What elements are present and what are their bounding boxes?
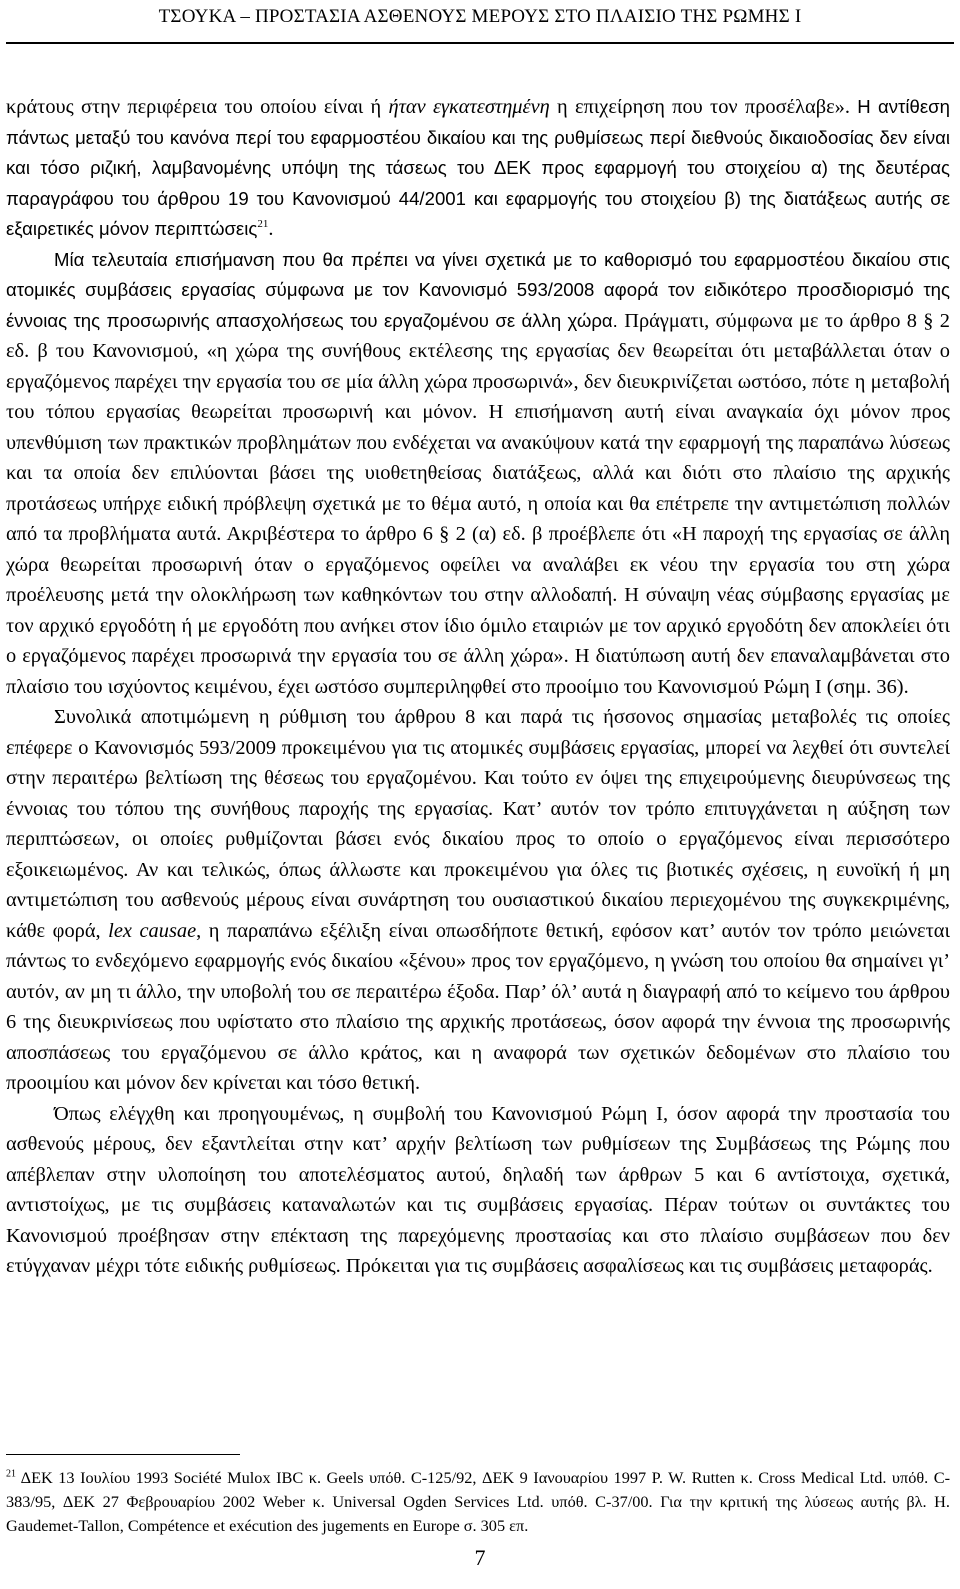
running-title: ΤΣΟΥΚΑ – ΠΡΟΣΤΑΣΙΑ ΑΣΘΕΝΟΥΣ ΜΕΡΟΥΣ ΣΤΟ ΠΛΑΙΣΙΟ ΤΗΣ ΡΩΜΗΣ Ι (158, 6, 802, 27)
paragraph-2-text-b: Πράγματι, σύμφωνα με το άρθρο 8 § 2 εδ. β του Κανονισμού, «η χώρα της συνήθους εκτέλεσης της εργασίας δεν θεωρείται ότι μεταβάλλεται όταν ο εργαζόμενος παρέχει την εργασία του σε μία άλλη χώρα προσωρινά», δεν διευκρινίζεται ωστόσο, πότε η μεταβολή του τόπου εργασίας θεωρείται προσωρινή και μόνον. Η επισήμανση αυτή είναι αναγκαία όχι μόνον προς υπενθύμιση των πρακτικών προβλημάτων που ενδέχεται να ανακύψουν κατά την εφαρμογή της παραπάνω λύσεως και τα οποία δεν επιλύονται βάσει της υιοθετηθείσας διατάξεως, αλλά και διότι στο πλαίσιο της αρχικής προτάσεως υπήρχε ειδική πρόβλεψη σχετικά με το θέμα αυτό, η οποία και θα επέτρεπε την αντιμετώπιση πολλών από τα προβλήματα αυτά. Ακριβέστερα το άρθρο 6 § 2 (α) εδ. β προέβλεπε ότι «Η παροχή της εργασίας σε άλλη χώρα θεωρείται προσωρινή όταν ο εργαζόμενος οφείλει να αναλάβει εκ νέου την εργασία του στη χώρα προέλευσης μετά την ολοκλήρωση των καθηκόντων του στην αλλοδαπή. Η σύναψη νέας σύμβασης εργασίας με τον αρχικό εργοδότη ή με εργοδότη που ανήκει στον ίδιο όμιλο εταιριών με τον αρχικό εργοδότη δεν αποκλείει ότι ο εργαζόμενος παρέχει προσωρινά την εργασία του σε άλλη χώρα». Η διατύπωση αυτή δεν επαναλαμβάνεται στο πλαίσιο του ισχύοντος κειμένου, έχει ωστόσο συμπεριληφθεί στο προοίμιο του Κανονισμού Ρώμη Ι (σημ. 36). (6, 309, 950, 698)
paragraph-1 (6, 92, 950, 245)
paragraph-2-text-a: Μία τελευταία επισήμανση που θα πρέπει να γίνει σχετικά με το καθορισμό του εφαρμοστέου δικαίου στις ατομικές συμβάσεις εργασίας σύμφωνα με τον Κανονισμό 593/2008 αφορά τον ειδικότερο προσδιορισμό της έννοιας της προσωρινής απασχολήσεως του εργαζομένου σε άλλη χώρα. (6, 248, 950, 331)
paragraph-1-italic: ήταν εγκατεστημένη (388, 96, 550, 118)
paragraph-4: Όπως ελέγχθη και προηγουμένως, η συμβολή του Κανονισμού Ρώμη Ι, όσον αφορά την προστασία του ασθενούς μέρους, δεν εξαντλείται στην κατ’ αρχήν βελτίωση των ρυθμίσεων της Συμβάσεως της Ρώμης που απέβλεπαν στην υλοποίηση του αποτελέσματος αυτού, δηλαδή των άρθρων 5 και 6 αντίστοιχα, σχετικά, αντιστοίχως, με τις συμβάσεις καταναλωτών και τις συμβάσεις εργασίας. Πέραν τούτων οι συντάκτες του Κανονισμού προέβησαν στην επέκταση της παρεχόμενης προστασίας και στο πλαίσιο συμβάσεων που δεν ετύγχαναν μέχρι τότε ειδικής ρυθμίσεως. Πρόκειται για τις συμβάσεις ασφαλίσεως και τις συμβάσεις μεταφοράς. (6, 1102, 950, 1277)
paragraph-3-text-a: Συνολικά αποτιμώμενη η ρύθμιση του άρθρου 8 και παρά τις ήσσονος σημασίας μεταβολές τις οποίες επέφερε ο Κανονισμός 593/2009 προκειμένου για τις ατομικές συμβάσεις εργασίας, μπορεί να λεχθεί ότι συντελεί στην περαιτέρω βελτίωση της θέσεως του εργαζομένου. Και τούτο εν όψει της επιχειρούμενης διευρύνσεως της έννοιας του τόπου της συνήθους παροχής της εργασίας. Κατ’ αυτόν τον τρόπο επιτυγχάνεται η αύξηση των περιπτώσεων, οι οποίες ρυθμίζονται βάσει ενός δικαίου προς το οποίο ο εργαζόμενος είναι περισσότερο εξοικειωμένος. Αν και τελικώς, όπως άλλωστε και προκειμένου για όλες τις βιοτικές σχέσεις, η ευνοϊκή ή μη αντιμετώπιση του ασθενούς μέρους είναι συνάρτηση του ουσιαστικού δικαίου περιεχομένου της συγκεκριμένης, κάθε φορά, (6, 706, 950, 942)
page-number: 7 (474, 1545, 486, 1570)
footnote (6, 1466, 950, 1538)
paragraph-3-italic: lex causae (108, 919, 197, 942)
footnote-reference[interactable]: 21 (257, 218, 269, 231)
paragraph-1-text-d: Η αντίθεση πάντως μεταξύ του κανόνα περί του εφαρμοστέου δικαίου και της ρυθμίσεως περί διεθνούς δικαιοδοσίας δεν είναι και τόσο ριζική, λαμβανομένης υπόψη της τάσεως του ΔΕΚ προς εφαρμογή του στοιχείου α) της δευτέρας παραγράφου του άρθρου 19 του Κανονισμού 44/2001 και εφαρμογής του στοιχείου β) της διατάξεως αυτής σε εξαιρετικές μόνον περιπτώσεις (6, 96, 950, 239)
footnote-number: 21 (6, 1468, 16, 1480)
header-rule (6, 42, 954, 44)
paragraph-2 (6, 245, 950, 703)
footnote-text: ΔΕΚ 13 Ιουλίου 1993 Société Mulox IBC κ. Geels υπόθ. C-125/92, ΔΕΚ 9 Ιανουαρίου 1997 P. W. Rutten κ. Cross Medical Ltd. υπόθ. C-383/95, ΔΕΚ 27 Φεβρουαρίου 2002 Weber κ. Universal Ogden Services Ltd. υπόθ. C-37/00. Για την κριτική της λύσεως αυτής βλ. H. Gaudemet-Tallon, Compétence et exécution des jugements en Europe σ. 305 επ. (6, 1468, 950, 1535)
paragraph-1-text-c: η επιχείρηση που τον προσέλαβε». (549, 96, 858, 118)
running-header (0, 6, 960, 28)
page-body (6, 92, 950, 1282)
paragraph-3-text-c: , η παραπάνω εξέλιξη είναι οπωσδήποτε θετική, εφόσον κατ’ αυτόν τον τρόπο μειώνεται πάντως το ενδεχόμενο εφαρμογής ενός δικαίου «ξένου» προς τον εργαζόμενο, η γνώση του οποίου θα σημαίνει γι’ αυτόν, αν μη τι άλλο, την υποβολή του σε περαιτέρω έξοδα. Παρ’ όλ’ αυτά η διαγραφή από το κείμενο του άρθρου 6 της διευκρινίσεως που υφίστατο στο πλαίσιο της αρχικής προτάσεως, όσον αφορά την έννοια της προσωρινής αποσπάσεως του εργαζόμενου σε άλλο κράτος, και η αναφορά των σχετικών δεδομένων στο πλαίσιο του προοιμίου και μόνον δεν κρίνεται και τόσο θετική. (6, 919, 950, 1094)
footnote-separator (6, 1454, 240, 1455)
paragraph-1-text-a: κράτους στην περιφέρεια του οποίου είναι ή (6, 96, 389, 118)
paragraph-1-text-e: . (268, 218, 274, 240)
paragraph-3 (6, 702, 950, 1099)
